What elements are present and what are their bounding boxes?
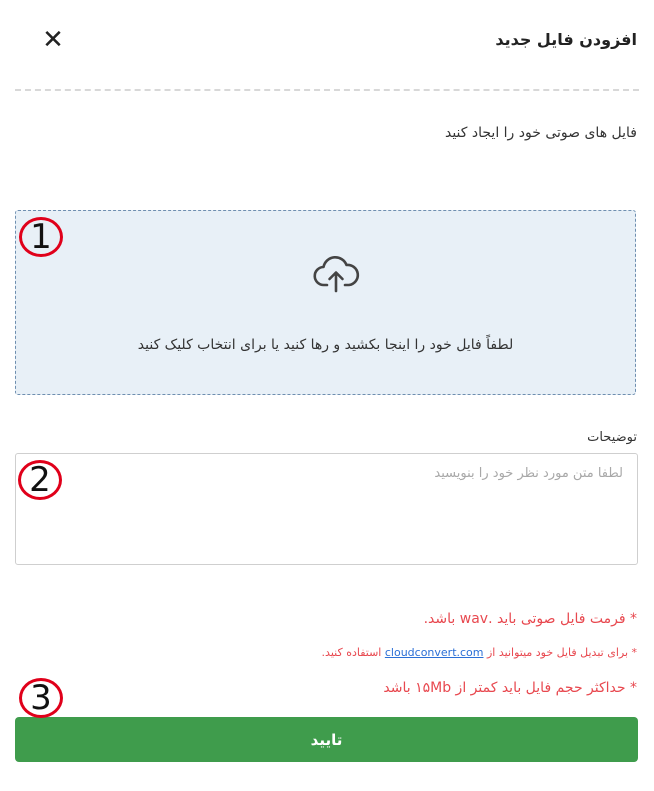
format-note: * فرمت فایل صوتی باید .wav باشد. bbox=[423, 611, 637, 627]
cloud-upload-icon bbox=[312, 251, 360, 295]
annotation-marker-1: 1 bbox=[19, 217, 63, 257]
close-icon[interactable]: ✕ bbox=[42, 25, 64, 55]
dialog-title: افزودن فایل جدید bbox=[495, 30, 637, 49]
description-label: توضیحات bbox=[587, 430, 637, 445]
convert-note bbox=[322, 646, 637, 659]
convert-note-prefix: * برای تبدیل فایل خود میتوانید از bbox=[487, 646, 637, 659]
cloudconvert-link[interactable]: cloudconvert.com bbox=[384, 646, 484, 659]
submit-button[interactable]: تایید bbox=[15, 717, 638, 762]
annotation-marker-2: 2 bbox=[18, 460, 62, 500]
description-textarea[interactable] bbox=[15, 453, 638, 565]
annotation-marker-3: 3 bbox=[19, 678, 63, 718]
file-dropzone[interactable] bbox=[15, 210, 636, 395]
convert-note-suffix: استفاده کنید. bbox=[321, 646, 382, 659]
size-note: * حداکثر حجم فایل باید کمتر از ۱۵Mb باشد bbox=[383, 680, 637, 696]
dropzone-text: لطفاً فایل خود را اینجا بکشید و رها کنید یا برای انتخاب کلیک کنید bbox=[137, 337, 514, 353]
header-divider bbox=[15, 89, 639, 91]
dialog-subtitle: فایل های صوتی خود را ایجاد کنید bbox=[444, 125, 637, 141]
